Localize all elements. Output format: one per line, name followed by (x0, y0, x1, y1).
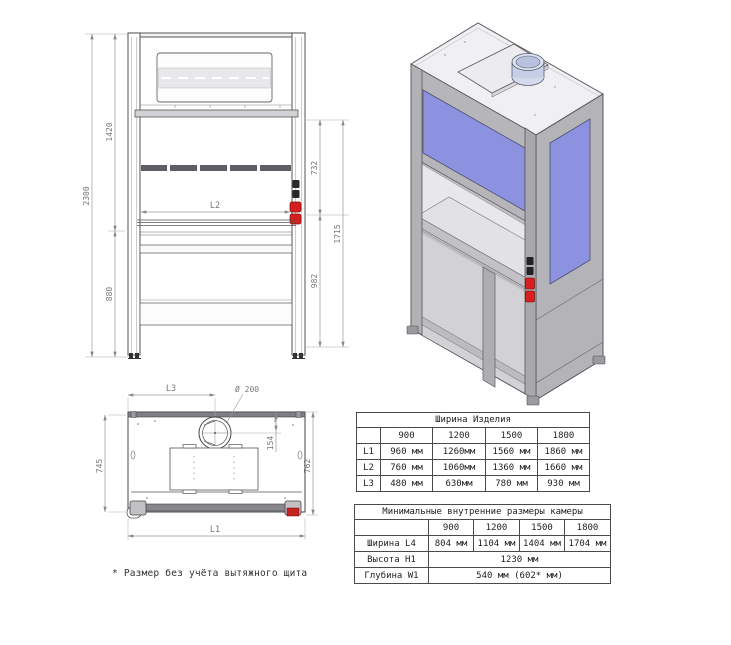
table-row (355, 536, 611, 552)
cell: 630мм (433, 476, 486, 492)
cell: 1060мм (433, 460, 486, 476)
span-cell: 540 мм (602* мм) (429, 568, 611, 584)
table-row (357, 444, 590, 460)
col-header: 900 (381, 428, 433, 444)
table-row (355, 520, 611, 536)
cell: 960 мм (381, 444, 433, 460)
span-cell: 1230 мм (429, 552, 611, 568)
iso-side-window (550, 119, 590, 284)
corner-cell (357, 428, 381, 444)
cell: 1660 мм (538, 460, 590, 476)
col-header: 1800 (538, 428, 590, 444)
dim-label-depth-right: 762 (303, 458, 312, 474)
cell: 1104 мм (474, 536, 520, 552)
iso-duct-collar (512, 54, 544, 86)
col-header: 1800 (565, 520, 611, 536)
dim-label-l3: L3 (165, 384, 177, 394)
iso-view (385, 15, 650, 415)
dim-label-duct-diameter: Ø 200 (235, 385, 260, 394)
dim-label-depth-left: 745 (95, 458, 104, 474)
front-view (75, 18, 365, 378)
sash-rail (135, 110, 298, 117)
dim-label-lower-height: 880 (105, 286, 114, 302)
col-header: 1200 (433, 428, 486, 444)
row-label: Глубина W1 (355, 568, 429, 584)
table-row (355, 568, 611, 584)
footnote: * Размер без учёта вытяжного щита (112, 568, 308, 579)
dim-label-opening-height: 1715 (333, 224, 342, 244)
cell: 1260мм (433, 444, 486, 460)
dim-label-worktop-height: 982 (310, 273, 319, 289)
cell: 1404 мм (520, 536, 565, 552)
cell: 1860 мм (538, 444, 590, 460)
cell: 1560 мм (486, 444, 538, 460)
row-label: Высота H1 (355, 552, 429, 568)
corner-cell (355, 520, 429, 536)
cell: 1360 мм (486, 460, 538, 476)
cell: 804 мм (429, 536, 474, 552)
dim-label-total-height: 2300 (82, 186, 91, 206)
col-header: 1200 (474, 520, 520, 536)
dim-label-duct-offset: 154 (266, 435, 275, 451)
front-sash-window (135, 53, 298, 117)
dim-label-l2: L2 (209, 201, 221, 211)
plan-baffle (170, 445, 258, 494)
row-label: L3 (357, 476, 381, 492)
cell: 780 мм (486, 476, 538, 492)
col-header: 1500 (520, 520, 565, 536)
table-row (357, 428, 590, 444)
dim-label-upper-height: 1420 (105, 122, 114, 142)
front-worktop (137, 220, 296, 325)
dim-label-l1: L1 (209, 525, 221, 535)
width-table (356, 412, 590, 492)
cell: 1704 мм (565, 536, 611, 552)
table-row (357, 476, 590, 492)
cell: 930 мм (538, 476, 590, 492)
cell: 760 мм (381, 460, 433, 476)
col-header: 900 (429, 520, 474, 536)
chamber-table (354, 504, 611, 584)
col-header: 1500 (486, 428, 538, 444)
front-feet (128, 353, 305, 359)
plan-view (75, 378, 345, 556)
iso-center-post (483, 267, 495, 387)
table-row (355, 552, 611, 568)
iso-left-post (411, 64, 422, 335)
plan-foot-red-detail (287, 508, 299, 516)
dim-label-sash-opening: 732 (310, 160, 319, 176)
front-airfoil (141, 165, 291, 171)
row-label: Ширина L4 (355, 536, 429, 552)
table-row (357, 460, 590, 476)
width-table-title: Ширина Изделия (357, 413, 590, 428)
row-label: L1 (357, 444, 381, 460)
cell: 480 мм (381, 476, 433, 492)
row-label: L2 (357, 460, 381, 476)
chamber-table-title: Минимальные внутренние размеры камеры (355, 505, 611, 520)
